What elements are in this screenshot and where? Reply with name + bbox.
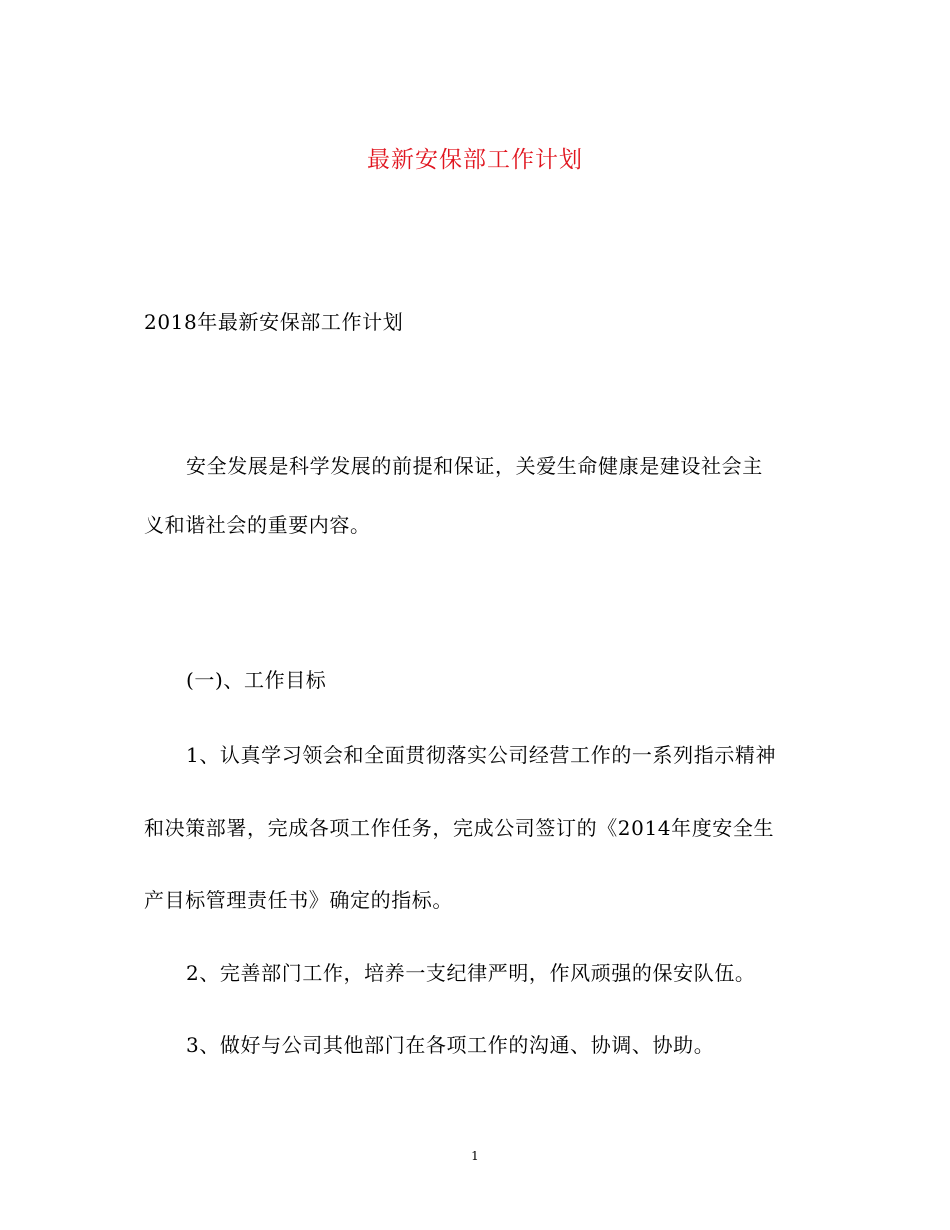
- page-number: 1: [471, 1149, 479, 1163]
- goal-item-1-line-1: 1、认真学习领会和全面贯彻落实公司经营工作的一系列指示精神: [186, 743, 777, 767]
- goal-item-1-line-2: 和决策部署，完成各项工作任务，完成公司签订的《2014年度安全生: [144, 816, 775, 840]
- goal-item-3: 3、做好与公司其他部门在各项工作的沟通、协调、协助。: [186, 1033, 715, 1057]
- goal-item-2: 2、完善部门工作，培养一支纪律严明，作风顽强的保安队伍。: [186, 961, 756, 985]
- document-title: 最新安保部工作计划: [367, 147, 583, 173]
- goal-item-1-line-3: 产目标管理责任书》确定的指标。: [144, 888, 453, 912]
- intro-paragraph-line-1: 安全发展是科学发展的前提和保证，关爱生命健康是建设社会主: [186, 454, 763, 478]
- intro-paragraph-line-2: 义和谐社会的重要内容。: [144, 513, 371, 537]
- document-subtitle: 2018年最新安保部工作计划: [144, 310, 404, 334]
- section-heading-goals: (一)、工作目标: [186, 668, 327, 692]
